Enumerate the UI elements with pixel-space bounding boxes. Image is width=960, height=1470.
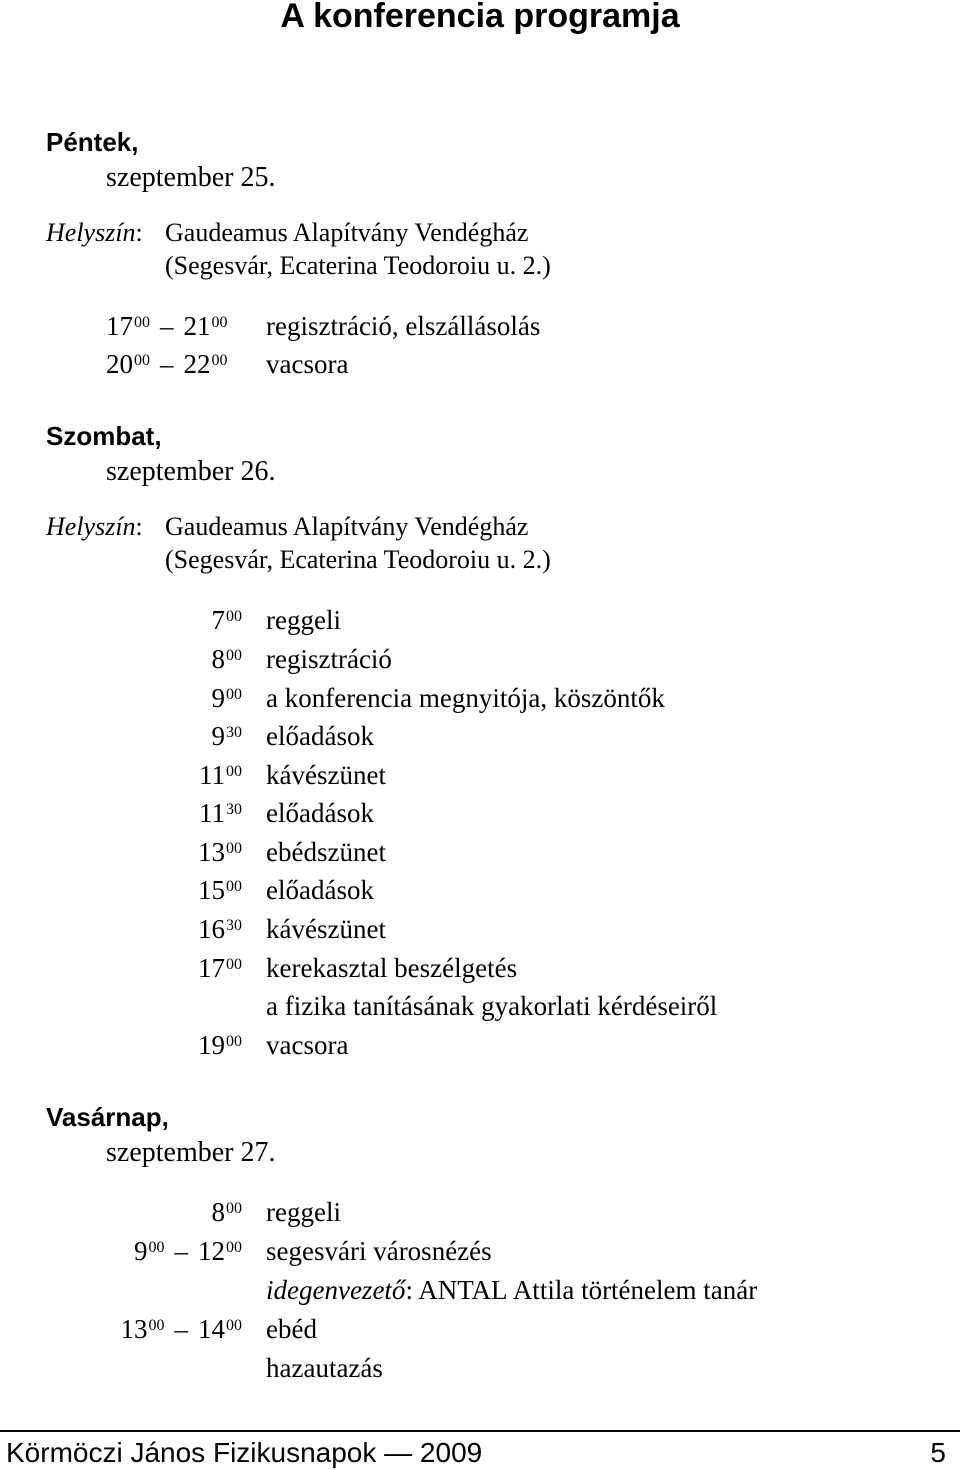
event: előadások <box>266 875 374 905</box>
event: kávészünet <box>266 760 386 790</box>
date-sunday: szeptember 27. <box>106 1137 276 1168</box>
venue-line2-saturday: (Segesvár, Ecaterina Teodoroiu u. 2.) <box>165 545 551 574</box>
time: $13^{00}$ <box>198 837 242 867</box>
guide-line: idegenvezető: ANTAL Attila történelem tanár <box>266 1275 758 1305</box>
venue-label-saturday: Helyszín: <box>46 512 143 541</box>
time-range: $17^{00} - 21^{00}$ <box>106 311 228 341</box>
time: $17^{00}$ <box>198 953 242 983</box>
event: ebéd <box>266 1314 317 1344</box>
time: $7^{00}$ <box>211 605 242 635</box>
day-heading-sunday: Vasárnap, <box>46 1102 169 1132</box>
time: $9^{00}$ <box>211 683 242 713</box>
event: regisztráció, elszállásolás <box>266 311 541 341</box>
event: kávészünet <box>266 914 386 944</box>
time-range: $13^{00} - 14^{00}$ <box>120 1314 242 1344</box>
date-saturday: szeptember 26. <box>106 456 276 487</box>
event: előadások <box>266 798 374 828</box>
venue-line1-friday: Gaudeamus Alapítvány Vendégház <box>165 218 529 247</box>
event: segesvári városnézés <box>266 1236 492 1266</box>
page-title: A konferencia programja <box>280 0 680 35</box>
venue-line2-friday: (Segesvár, Ecaterina Teodoroiu u. 2.) <box>165 251 551 280</box>
event: a konferencia megnyitója, köszöntők <box>266 683 665 713</box>
page-number: 5 <box>930 1437 946 1468</box>
time: $8^{00}$ <box>211 644 242 674</box>
event: ebédszünet <box>266 837 386 867</box>
time: $11^{00}$ <box>199 760 242 790</box>
time-range: $9^{00} - 12^{00}$ <box>134 1236 242 1266</box>
event: vacsora <box>266 349 349 379</box>
time: $11^{30}$ <box>199 798 242 828</box>
event: reggeli <box>266 1197 341 1227</box>
day-heading-friday: Péntek, <box>46 127 139 157</box>
time: $8^{00}$ <box>211 1197 242 1227</box>
footer-rule <box>0 1430 960 1432</box>
event: előadások <box>266 721 374 751</box>
event: reggeli <box>266 605 341 635</box>
time: $16^{30}$ <box>198 914 242 944</box>
event: kerekasztal beszélgetés <box>266 953 518 983</box>
time: $19^{00}$ <box>198 1030 242 1060</box>
event-detail: a fizika tanításának gyakorlati kérdéseiről <box>266 991 718 1021</box>
guide-name: ANTAL <box>418 1275 508 1305</box>
event: hazautazás <box>266 1353 383 1383</box>
venue-label-friday: Helyszín: <box>46 218 143 247</box>
time: $15^{00}$ <box>198 875 242 905</box>
venue-line1-saturday: Gaudeamus Alapítvány Vendégház <box>165 512 529 541</box>
event: regisztráció <box>266 644 392 674</box>
date-friday: szeptember 25. <box>106 162 276 193</box>
day-heading-saturday: Szombat, <box>46 421 162 451</box>
time-range: $20^{00} - 22^{00}$ <box>106 349 228 379</box>
footer-title: Körmöczi János Fizikusnapok — 2009 <box>6 1437 483 1468</box>
time: $9^{30}$ <box>211 721 242 751</box>
event: vacsora <box>266 1030 349 1060</box>
